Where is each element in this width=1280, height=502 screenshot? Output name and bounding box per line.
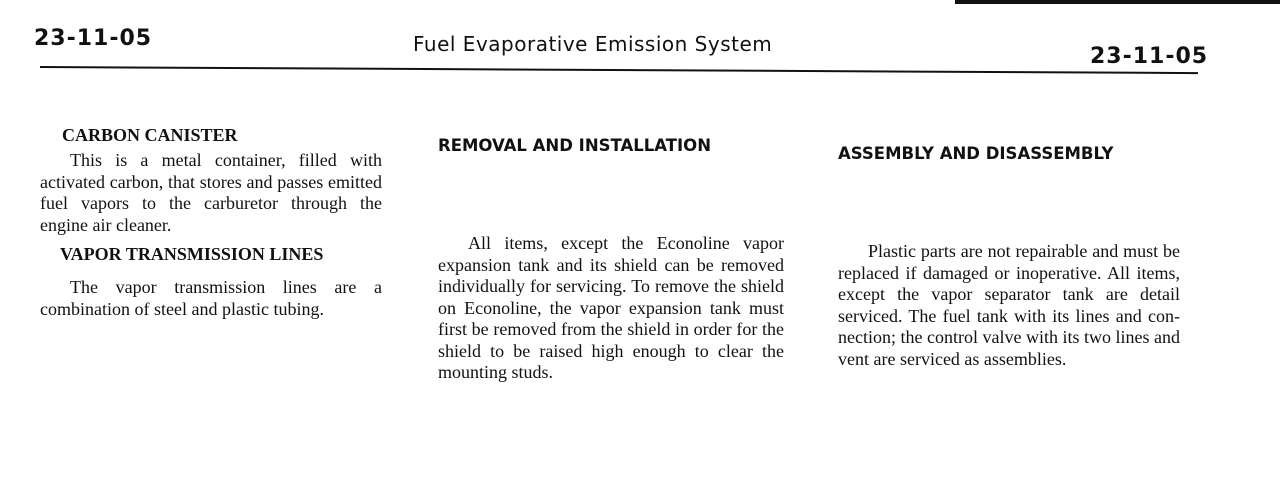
column-right bbox=[838, 144, 1180, 370]
header-rule bbox=[40, 66, 1198, 74]
vapor-transmission-lines-heading: VAPOR TRANSMISSION LINES bbox=[60, 244, 324, 264]
page-number-left: 23-11-05 bbox=[34, 26, 153, 51]
column-middle bbox=[438, 136, 784, 384]
vapor-transmission-lines-text: The vapor transmission lines are a combination of steel and plastic tubing. bbox=[40, 277, 382, 319]
carbon-canister-text: This is a metal container, filled with activated carbon, that stores and passes emitted fuel vapors to the carburetor through the engine air cleaner. bbox=[40, 150, 382, 235]
page-top-edge-mark bbox=[955, 0, 1280, 4]
removal-installation-heading: REMOVAL AND INSTALLATION bbox=[438, 136, 711, 155]
carbon-canister-heading: CARBON CANISTER bbox=[62, 125, 238, 145]
column-left bbox=[40, 125, 382, 320]
assembly-disassembly-heading: ASSEMBLY AND DISASSEMBLY bbox=[838, 144, 1114, 163]
running-title: Fuel Evaporative Emission System bbox=[413, 32, 773, 56]
assembly-disassembly-text: Plastic parts are not repairable and must be replaced if damaged or inoperative. All items, except the vapor separator tank are detail serviced. The fuel tank with its lines and connection; the control valve with its two lines and vent are serviced as assemblies. bbox=[838, 241, 1180, 369]
page-number-right: 23-11-05 bbox=[1090, 44, 1209, 69]
removal-installation-text: All items, except the Econoline vapor expansion tank and its shield can be removed individually for servicing. To remove the shield on Econoline, the vapor expansion tank must first be removed from the shield in order for the shield to be raised high enough to clear the mounting studs. bbox=[438, 233, 784, 382]
